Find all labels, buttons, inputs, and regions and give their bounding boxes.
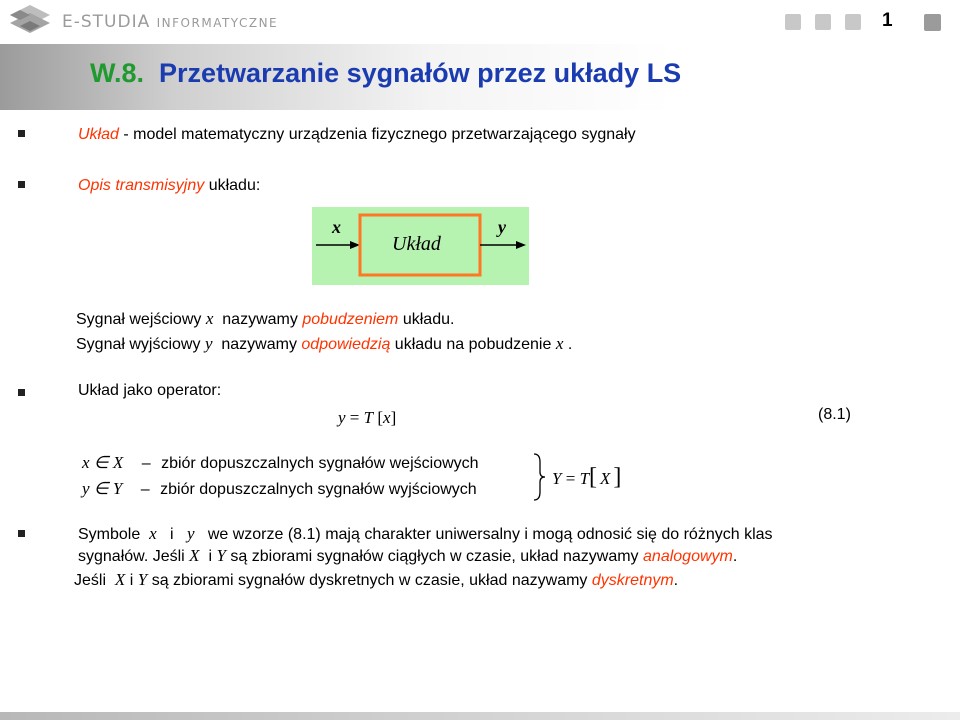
page-title: [90, 58, 681, 89]
bullet-icon: [18, 389, 25, 396]
output-set: y ∈ Y: [82, 479, 123, 498]
input-set-text: zbiór dopuszczalnych sygnałów wejściowych: [161, 455, 479, 472]
logo-sub: INFORMATYCZNE: [156, 16, 279, 30]
eq-bracket: ]: [613, 464, 622, 490]
eq-sign: =: [345, 408, 364, 427]
eq-bracket: [: [589, 464, 598, 490]
dash: –: [141, 455, 151, 472]
eq-sign: =: [561, 469, 580, 488]
set-Y: Y: [552, 469, 562, 488]
nav-next-button[interactable]: [845, 14, 861, 30]
eq-bracket: [: [373, 408, 384, 427]
diagram-block-label: Układ: [392, 233, 441, 255]
equation-label: (8.1): [818, 406, 851, 423]
text: układu na pobudzenie: [390, 336, 552, 353]
page-number: 1: [882, 10, 893, 31]
bullet-4-line-1: [78, 524, 773, 544]
var-Y: Y: [137, 570, 148, 589]
output-set-text: zbiór dopuszczalnych sygnałów wyjściowych: [160, 481, 477, 498]
logo-icon: [6, 3, 54, 39]
var-Y: Y: [216, 546, 226, 565]
text: Sygnał wejściowy: [76, 311, 202, 328]
term-uklad: Układ: [78, 126, 119, 143]
eq-operator: T: [363, 408, 374, 427]
curly-brace-icon: [532, 452, 546, 502]
logo-text: [62, 12, 278, 32]
text: i: [208, 548, 213, 565]
text: nazywamy: [222, 311, 298, 328]
title-number: W.8.: [90, 58, 145, 88]
bullet-icon: [18, 181, 25, 188]
nav-first-button[interactable]: [785, 14, 801, 30]
bullet-1-text: - model matematyczny urządzenia fizycznego przetwarzającego sygnały: [118, 126, 636, 143]
block-diagram: [312, 207, 529, 285]
text: układu.: [398, 311, 455, 328]
footer-bar: [0, 712, 960, 720]
bullet-4-line-3: [74, 570, 678, 590]
var-x: x: [205, 309, 214, 328]
bullet-4-line-2: [78, 546, 737, 566]
text: .: [567, 336, 573, 353]
var-X: X: [189, 546, 200, 565]
diagram-input-label: x: [332, 217, 341, 237]
dash: –: [140, 481, 150, 498]
text: sygnałów. Jeśli: [78, 548, 185, 565]
set-X: X: [600, 469, 611, 488]
term-dyskretny: dyskretnym: [591, 572, 674, 589]
text: są zbiorami sygnałów dyskretnych w czasie, układ nazywamy: [151, 572, 588, 589]
set-operator: T: [579, 469, 590, 488]
title-text: Przetwarzanie sygnałów przez układy LS: [159, 58, 682, 88]
output-signal-line: [76, 334, 572, 354]
var-y: y: [186, 524, 195, 543]
var-x: x: [149, 524, 157, 543]
output-arrow-head: [516, 241, 526, 249]
text: i: [170, 526, 174, 543]
bullet-icon: [18, 130, 25, 137]
text: we wzorze (8.1) mają charakter uniwersalny i mogą odnosić się do różnych klas: [207, 526, 773, 543]
bullet-2: [78, 177, 260, 195]
bullet-3: Układ jako operator:: [78, 382, 222, 399]
term-odpowiedz: odpowiedzią: [301, 336, 391, 353]
bullet-2-text: układu:: [204, 177, 261, 194]
text: .: [732, 548, 738, 565]
text: i: [129, 572, 134, 589]
var-y: y: [204, 334, 213, 353]
diagram-output-label: y: [498, 217, 506, 237]
eq-bracket: ]: [390, 408, 397, 427]
text: Sygnał wyjściowy: [76, 336, 201, 353]
text: .: [673, 572, 679, 589]
output-set-line: [82, 479, 477, 499]
input-set: x ∈ X: [82, 453, 124, 472]
operator-set-equation: [552, 464, 621, 491]
logo-main: E-STUDIA: [62, 12, 151, 32]
text: są zbiorami sygnałów ciągłych w czasie, układ nazywamy: [230, 548, 639, 565]
var-x: x: [555, 334, 564, 353]
nav-last-button[interactable]: [924, 14, 941, 31]
bullet-1: [78, 126, 636, 144]
bullet-icon: [18, 530, 25, 537]
term-analogowy: analogowym: [643, 548, 733, 565]
input-signal-line: [76, 309, 454, 329]
nav-prev-button[interactable]: [815, 14, 831, 30]
eq-arg: x: [383, 408, 391, 427]
text: nazywamy: [221, 336, 297, 353]
equation-8-1: [338, 408, 396, 428]
text: Jeśli: [74, 572, 107, 589]
eq-lhs: y: [338, 408, 346, 427]
term-opis: Opis transmisyjny: [78, 177, 205, 194]
text: Symbole: [78, 526, 141, 543]
var-X: X: [114, 570, 126, 589]
term-pobudzenie: pobudzeniem: [302, 311, 399, 328]
input-set-line: [82, 453, 479, 473]
